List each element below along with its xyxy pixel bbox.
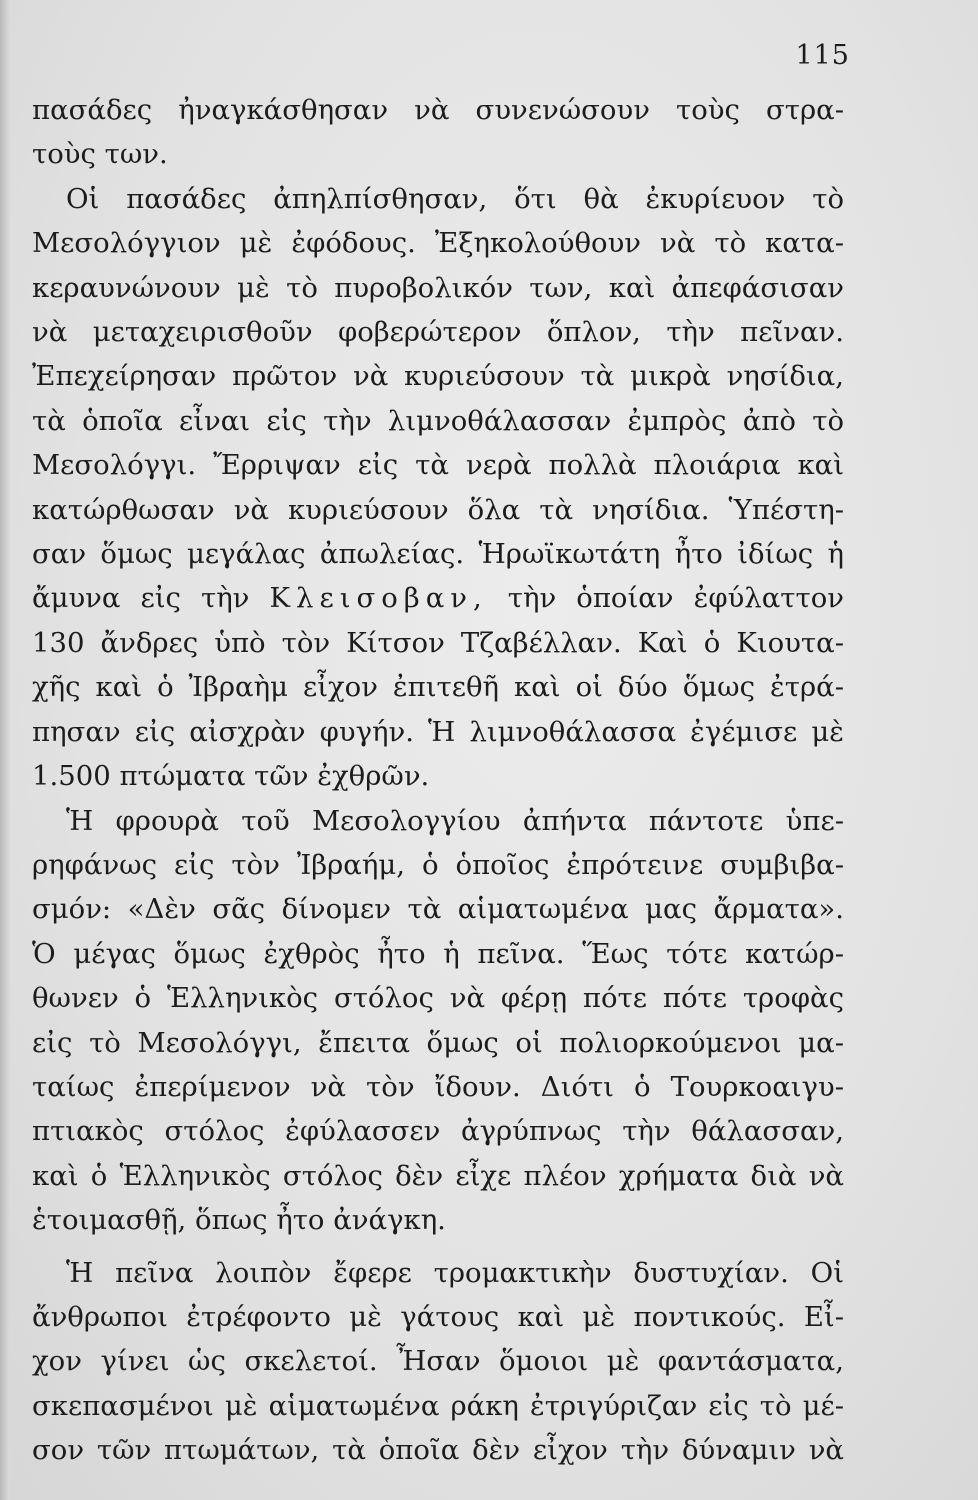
text-line: Ἡ πεῖνα λοιπὸν ἔφερε τρομακτικὴν δυστυχίαν. Οἱ	[66, 1256, 844, 1289]
spaced-place-name: Κλεισοβαν,	[269, 582, 488, 615]
text-line: ταίως ἐπερίμενον νὰ τὸν ἴδουν. Διότι ὁ Τουρκοαιγυ-	[32, 1070, 844, 1103]
text-segment: τὴν ὁποίαν ἐφύλαττον	[507, 582, 844, 615]
text-line: τοὺς των.	[32, 138, 168, 171]
text-line: ἄνθρωποι ἐτρέφοντο μὲ γάτους καὶ μὲ ποντικούς. Εἶ-	[32, 1300, 844, 1333]
text-line: πησαν εἰς αἰσχρὰν φυγήν. Ἡ λιμνοθάλασσα ἐγέμισε μὲ	[32, 715, 844, 748]
text-line: νὰ μεταχειρισθοῦν φοβερώτερον ὅπλον, τὴν πεῖναν.	[32, 316, 844, 349]
page-number: 115	[795, 40, 850, 71]
text-segment: ἄμυνα εἰς τὴν	[32, 582, 250, 615]
text-line: πασάδες ἠναγκάσθησαν νὰ συνενώσουν τοὺς στρα-	[32, 94, 844, 126]
text-line: θωνεν ὁ Ἑλληνικὸς στόλος νὰ φέρῃ πότε πότε τροφὰς	[32, 982, 844, 1015]
text-line: Ὁ μέγας ὅμως ἐχθρὸς ἦτο ἡ πεῖνα. Ἕως τότε κατώρ-	[32, 937, 844, 970]
text-line: εἰς τὸ Μεσολόγγι, ἔπειτα ὅμως οἱ πολιορκούμενοι μα-	[32, 1026, 844, 1059]
text-line: χον γίνει ὡς σκελετοί. Ἦσαν ὅμοιοι μὲ φαντάσματα,	[32, 1345, 844, 1378]
text-line: κατώρθωσαν νὰ κυριεύσουν ὅλα τὰ νησίδια. Ὑπέστη-	[32, 493, 844, 526]
text-line: Μεσολόγγιον μὲ ἐφόδους. Ἐξηκολούθουν νὰ τὸ κατα-	[32, 227, 844, 260]
text-line: σκεπασμένοι μὲ αἱματωμένα ράκη ἐτριγύριζαν εἰς τὸ μέ-	[32, 1389, 844, 1422]
text-line: τὰ ὁποῖα εἶναι εἰς τὴν λιμνοθάλασσαν ἐμπρὸς ἀπὸ τὸ	[32, 404, 844, 437]
text-line: ἑτοιμασθῇ, ὅπως ἦτο ἀνάγκη.	[32, 1204, 446, 1237]
text-line	[32, 576, 844, 620]
text-line: σαν ὅμως μεγάλας ἀπωλείας. Ἡρωϊκωτάτη ἦτο ἰδίως ἡ	[32, 538, 844, 571]
text-line: Μεσολόγγι. Ἔρριψαν εἰς τὰ νερὰ πολλὰ πλοιάρια καὶ	[32, 449, 844, 482]
text-line: καὶ ὁ Ἑλληνικὸς στόλος δὲν εἶχε πλέον χρήματα διὰ νὰ	[32, 1159, 844, 1192]
text-line: χῆς καὶ ὁ Ἰβραὴμ εἶχον ἐπιτεθῆ καὶ οἱ δύο ὅμως ἐτρά-	[32, 671, 844, 704]
text-line: Οἱ πασάδες ἀπηλπίσθησαν, ὅτι θὰ ἐκυρίευον τὸ	[66, 182, 844, 215]
text-line: 1.500 πτώματα τῶν ἐχθρῶν.	[32, 760, 430, 793]
body-text	[32, 88, 844, 1473]
page-binding-edge	[0, 0, 10, 1500]
text-line: 130 ἄνδρες ὑπὸ τὸν Κίτσον Τζαβέλλαν. Καὶ ὁ Κιουτα-	[32, 626, 844, 659]
text-line: σμόν: «Δὲν σᾶς δίνομεν τὰ αἱματωμένα μας ἄρματα».	[32, 893, 844, 926]
text-line: κεραυνώνουν μὲ τὸ πυροβολικόν των, καὶ ἀπεφάσισαν	[32, 271, 844, 304]
text-line: Ἡ φρουρὰ τοῦ Μεσολογγίου ἀπήντα πάντοτε ὑπε-	[66, 804, 844, 837]
text-line: σον τῶν πτωμάτων, τὰ ὁποῖα δὲν εἶχον τὴν δύναμιν νὰ	[32, 1434, 844, 1467]
text-line: Ἐπεχείρησαν πρῶτον νὰ κυριεύσουν τὰ μικρὰ νησίδια,	[32, 360, 844, 393]
text-line: πτιακὸς στόλος ἐφύλασσεν ἀγρύπνως τὴν θάλασσαν,	[32, 1115, 844, 1148]
text-line: ρηφάνως εἰς τὸν Ἰβραήμ, ὁ ὁποῖος ἐπρότεινε συμβιβα-	[32, 848, 844, 881]
